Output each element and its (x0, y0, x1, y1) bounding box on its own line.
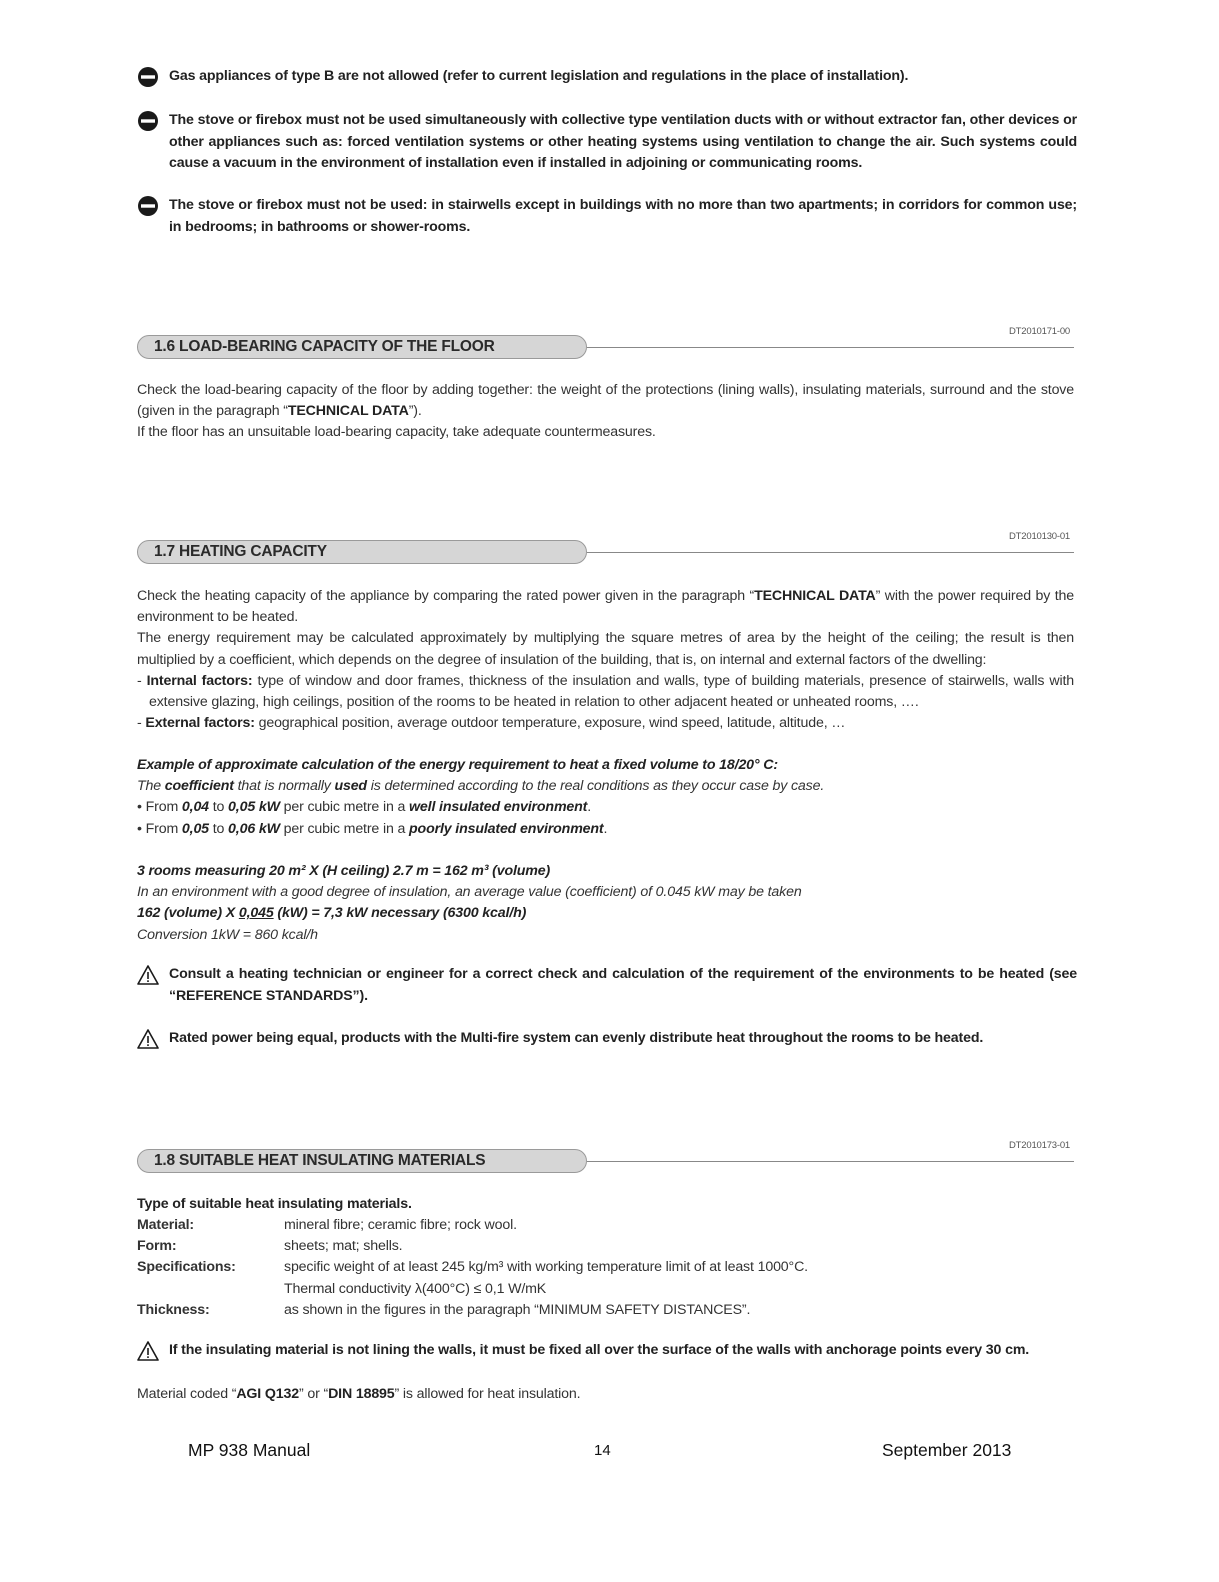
section-body-1-7 (137, 586, 1074, 734)
spec-row: Form: sheets; mat; shells. (137, 1238, 403, 1255)
calculation-block (137, 861, 1074, 946)
section-code: DT2010173-01 (1009, 1140, 1070, 1151)
paragraph: If the floor has an unsuitable load-bearing capacity, take adequate countermeasures. (137, 424, 656, 441)
example-bullet: • From 0,04 to 0,05 kW per cubic metre in a well insulated environment. (137, 799, 592, 816)
no-entry-icon (137, 110, 159, 132)
section-rule (587, 552, 1074, 553)
warning-text: The stove or firebox must not be used simultaneously with collective type ventilation ducts with or without extractor fan, other devices or other appliances such as: forced ventilation systems or other heating systems using ventilation to change the air. Such systems could cause a vacuum in the environment of installation even if installed in adjoining or communicating rooms. (169, 112, 1077, 171)
section-title-pill (137, 540, 587, 564)
footer-manual-name: MP 938 Manual (188, 1440, 311, 1460)
paragraph: Check the load-bearing capacity of the floor by adding together: the weight of the protections (lining walls), insulating materials, surround and the stove (given in the paragraph “TECHNICAL DATA”). (137, 382, 1074, 420)
example-block (137, 755, 1074, 840)
footer-page-number: 14 (594, 1442, 611, 1459)
warning-triangle-icon (137, 1340, 159, 1362)
section-code: DT2010130-01 (1009, 531, 1070, 542)
warning-locations (137, 195, 1077, 238)
warning-multi-fire (137, 1028, 1077, 1050)
section-code: DT2010171-00 (1009, 326, 1070, 337)
spec-row: Specifications: specific weight of at least 245 kg/m³ with working temperature limit of at least 1000°C. (137, 1259, 808, 1276)
internal-factors: - Internal factors: type of window and door frames, thickness of the insulation and walls, type of building materials, presence of stairwells, walls with extensive glazing, high ceilings, position of the rooms to be heated in relation to other adjacent heated or unheated rooms, …. (137, 672, 1074, 711)
warning-consult-technician (137, 964, 1077, 1007)
example-bullet: • From 0,05 to 0,06 kW per cubic metre in a poorly insulated environment. (137, 820, 608, 837)
calc-line: In an environment with a good degree of insulation, an average value (coefficient) of 0.045 kW may be taken (137, 884, 802, 901)
no-entry-icon (137, 195, 159, 217)
section-rule (587, 1161, 1074, 1162)
calc-conversion: Conversion 1kW = 860 kcal/h (137, 926, 318, 943)
insulation-type-title: Type of suitable heat insulating materials. (137, 1196, 412, 1212)
warning-text: Gas appliances of type B are not allowed (refer to current legislation and regulations in the place of installation). (169, 68, 909, 84)
insulation-codes: Material coded “AGI Q132” or “DIN 18895” is allowed for heat insulation. (137, 1386, 581, 1402)
section-header-1-7 (137, 531, 1074, 570)
warning-triangle-icon (137, 1028, 159, 1050)
section-title: 1.8 SUITABLE HEAT INSULATING MATERIALS (154, 1152, 486, 1169)
example-line: The coefficient that is normally used is determined according to the real conditions as they occur case by case. (137, 778, 825, 795)
calc-title: 3 rooms measuring 20 m² X (H ceiling) 2.7 m = 162 m³ (volume) (137, 863, 551, 879)
spec-row: Material: mineral fibre; ceramic fibre; rock wool. (137, 1217, 517, 1233)
footer-date: September 2013 (882, 1440, 1012, 1460)
warning-ventilation (137, 110, 1077, 175)
section-title-pill (137, 335, 587, 359)
warning-text: The stove or firebox must not be used: in stairwells except in buildings with no more than two apartments; in corridors for common use; in bedrooms; in bathrooms or shower-rooms. (169, 197, 1077, 235)
section-rule (587, 347, 1074, 348)
section-title: 1.6 LOAD-BEARING CAPACITY OF THE FLOOR (154, 338, 495, 355)
paragraph: Check the heating capacity of the appliance by comparing the rated power given in the paragraph “TECHNICAL DATA” with the power required by the environment to be heated. (137, 588, 1074, 626)
warning-triangle-icon (137, 964, 159, 986)
warning-insulation-fixing (137, 1340, 1077, 1362)
section-title: 1.7 HEATING CAPACITY (154, 543, 327, 560)
example-title: Example of approximate calculation of the energy requirement to heat a fixed volume to 18/20° C: (137, 757, 778, 773)
section-header-1-6 (137, 326, 1074, 365)
section-title-pill (137, 1149, 587, 1173)
section-header-1-8 (137, 1140, 1074, 1179)
external-factors: - External factors: geographical position, average outdoor temperature, exposure, wind speed, latitude, altitude, … (137, 715, 846, 732)
insulation-spec-table (137, 1215, 1064, 1321)
spec-row: Thickness: as shown in the figures in the paragraph “MINIMUM SAFETY DISTANCES”. (137, 1301, 751, 1318)
warning-gas-appliances (137, 66, 1077, 88)
calc-result: 162 (volume) X 0,045 (kW) = 7,3 kW necessary (6300 kcal/h) (137, 905, 527, 922)
section-body-1-6 (137, 380, 1074, 444)
spec-row: Thermal conductivity λ(400°C) ≤ 0,1 W/mK (284, 1280, 547, 1297)
no-entry-icon (137, 66, 159, 88)
warning-text: Rated power being equal, products with the Multi-fire system can evenly distribute heat throughout the rooms to be heated. (169, 1030, 984, 1046)
warning-text: Consult a heating technician or engineer for a correct check and calculation of the requirement of the environments to be heated (see “REFERENCE STANDARDS”). (169, 966, 1077, 1004)
paragraph: The energy requirement may be calculated approximately by multiplying the square metres of area by the height of the ceiling; the result is then multiplied by a coefficient, which depends on the degree of insulation of the building, that is, on internal and external factors of the dwelling: (137, 630, 1074, 668)
warning-text: If the insulating material is not lining the walls, it must be fixed all over the surface of the walls with anchorage points every 30 cm. (169, 1342, 1030, 1358)
